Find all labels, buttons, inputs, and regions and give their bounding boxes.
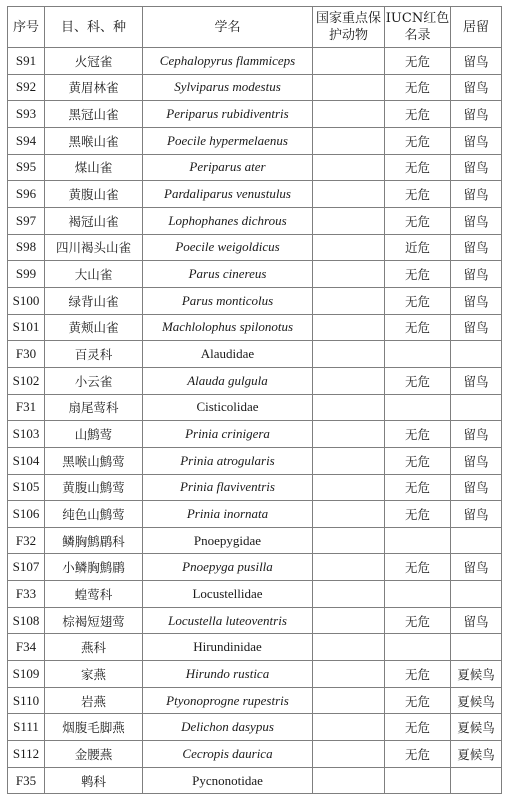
cell-scientific-name: Locustellidae	[143, 581, 313, 608]
header-code: 序号	[8, 7, 45, 48]
cell-protection	[313, 767, 385, 794]
cell-iucn: 无危	[385, 207, 451, 234]
cell-code: S96	[8, 181, 45, 208]
cell-iucn: 无危	[385, 48, 451, 75]
cell-code: S100	[8, 287, 45, 314]
cell-residency	[451, 634, 502, 661]
header-scientific-name: 学名	[143, 7, 313, 48]
cell-iucn: 无危	[385, 607, 451, 634]
cell-chinese-name: 黄颊山雀	[45, 314, 143, 341]
cell-chinese-name: 家燕	[45, 661, 143, 688]
cell-code: F35	[8, 767, 45, 794]
cell-scientific-name: Locustella luteoventris	[143, 607, 313, 634]
cell-code: F31	[8, 394, 45, 421]
cell-protection	[313, 207, 385, 234]
cell-chinese-name: 百灵科	[45, 341, 143, 368]
cell-protection	[313, 447, 385, 474]
table-row	[8, 687, 502, 714]
cell-protection	[313, 154, 385, 181]
cell-iucn: 无危	[385, 261, 451, 288]
cell-protection	[313, 394, 385, 421]
cell-protection	[313, 181, 385, 208]
table-row	[8, 261, 502, 288]
cell-scientific-name: Pycnonotidae	[143, 767, 313, 794]
cell-iucn: 无危	[385, 687, 451, 714]
cell-iucn: 无危	[385, 741, 451, 768]
cell-iucn: 无危	[385, 287, 451, 314]
cell-protection	[313, 581, 385, 608]
table-row	[8, 741, 502, 768]
cell-code: S103	[8, 421, 45, 448]
cell-residency: 夏候鸟	[451, 687, 502, 714]
cell-code: S92	[8, 74, 45, 101]
cell-protection	[313, 554, 385, 581]
cell-code: S93	[8, 101, 45, 128]
cell-iucn	[385, 394, 451, 421]
cell-protection	[313, 101, 385, 128]
cell-scientific-name: Periparus ater	[143, 154, 313, 181]
table-row	[8, 207, 502, 234]
cell-protection	[313, 474, 385, 501]
cell-chinese-name: 棕褐短翅莺	[45, 607, 143, 634]
cell-protection	[313, 714, 385, 741]
cell-code: S98	[8, 234, 45, 261]
cell-code: S106	[8, 501, 45, 528]
cell-chinese-name: 黑喉山鹪莺	[45, 447, 143, 474]
cell-scientific-name: Periparus rubidiventris	[143, 101, 313, 128]
cell-code: S102	[8, 367, 45, 394]
cell-residency: 留鸟	[451, 501, 502, 528]
cell-residency: 留鸟	[451, 74, 502, 101]
family-row	[8, 634, 502, 661]
cell-protection	[313, 48, 385, 75]
table-row	[8, 314, 502, 341]
table-row	[8, 447, 502, 474]
table-row	[8, 234, 502, 261]
cell-iucn	[385, 767, 451, 794]
cell-code: S107	[8, 554, 45, 581]
cell-iucn: 无危	[385, 501, 451, 528]
cell-chinese-name: 烟腹毛脚燕	[45, 714, 143, 741]
cell-scientific-name: Prinia crinigera	[143, 421, 313, 448]
cell-residency	[451, 767, 502, 794]
table-row	[8, 421, 502, 448]
cell-scientific-name: Hirundo rustica	[143, 661, 313, 688]
cell-protection	[313, 314, 385, 341]
cell-code: S112	[8, 741, 45, 768]
cell-residency: 留鸟	[451, 287, 502, 314]
cell-scientific-name: Poecile hypermelaenus	[143, 127, 313, 154]
cell-chinese-name: 绿背山雀	[45, 287, 143, 314]
cell-protection	[313, 421, 385, 448]
cell-protection	[313, 367, 385, 394]
cell-chinese-name: 鳞胸鹪鹛科	[45, 527, 143, 554]
cell-iucn: 无危	[385, 181, 451, 208]
cell-scientific-name: Hirundinidae	[143, 634, 313, 661]
cell-chinese-name: 煤山雀	[45, 154, 143, 181]
cell-residency: 留鸟	[451, 554, 502, 581]
cell-protection	[313, 741, 385, 768]
cell-scientific-name: Pnoepyga pusilla	[143, 554, 313, 581]
cell-iucn: 无危	[385, 554, 451, 581]
cell-chinese-name: 小云雀	[45, 367, 143, 394]
cell-scientific-name: Sylviparus modestus	[143, 74, 313, 101]
cell-code: F30	[8, 341, 45, 368]
table-row	[8, 367, 502, 394]
cell-code: F32	[8, 527, 45, 554]
cell-chinese-name: 黄腹山雀	[45, 181, 143, 208]
cell-protection	[313, 287, 385, 314]
table-row	[8, 714, 502, 741]
cell-scientific-name: Cephalopyrus flammiceps	[143, 48, 313, 75]
table-row	[8, 287, 502, 314]
cell-residency: 留鸟	[451, 474, 502, 501]
cell-chinese-name: 黑冠山雀	[45, 101, 143, 128]
cell-iucn	[385, 581, 451, 608]
cell-residency: 留鸟	[451, 207, 502, 234]
cell-scientific-name: Poecile weigoldicus	[143, 234, 313, 261]
cell-residency: 夏候鸟	[451, 661, 502, 688]
cell-scientific-name: Delichon dasypus	[143, 714, 313, 741]
cell-chinese-name: 纯色山鹪莺	[45, 501, 143, 528]
cell-residency: 留鸟	[451, 314, 502, 341]
cell-residency: 留鸟	[451, 154, 502, 181]
cell-code: S94	[8, 127, 45, 154]
cell-code: S95	[8, 154, 45, 181]
table-row	[8, 661, 502, 688]
cell-residency	[451, 394, 502, 421]
cell-iucn: 无危	[385, 661, 451, 688]
cell-scientific-name: Prinia flaviventris	[143, 474, 313, 501]
header-protection: 国家重点保护动物	[313, 7, 385, 48]
cell-chinese-name: 大山雀	[45, 261, 143, 288]
header-chinese-name: 目、科、种	[45, 7, 143, 48]
cell-residency: 留鸟	[451, 48, 502, 75]
cell-code: S108	[8, 607, 45, 634]
cell-residency: 留鸟	[451, 101, 502, 128]
cell-iucn: 无危	[385, 74, 451, 101]
cell-chinese-name: 扇尾莺科	[45, 394, 143, 421]
cell-scientific-name: Cisticolidae	[143, 394, 313, 421]
table-row	[8, 607, 502, 634]
cell-chinese-name: 蝗莺科	[45, 581, 143, 608]
cell-residency: 留鸟	[451, 181, 502, 208]
cell-protection	[313, 74, 385, 101]
cell-code: S109	[8, 661, 45, 688]
cell-residency	[451, 527, 502, 554]
table-row	[8, 554, 502, 581]
cell-protection	[313, 661, 385, 688]
cell-protection	[313, 687, 385, 714]
cell-iucn: 无危	[385, 101, 451, 128]
cell-protection	[313, 234, 385, 261]
cell-scientific-name: Cecropis daurica	[143, 741, 313, 768]
cell-code: S105	[8, 474, 45, 501]
family-row	[8, 581, 502, 608]
cell-protection	[313, 527, 385, 554]
table-body	[8, 48, 502, 794]
cell-chinese-name: 黄眉林雀	[45, 74, 143, 101]
family-row	[8, 341, 502, 368]
cell-chinese-name: 金腰燕	[45, 741, 143, 768]
table-row	[8, 501, 502, 528]
table-row	[8, 154, 502, 181]
cell-scientific-name: Lophophanes dichrous	[143, 207, 313, 234]
cell-iucn	[385, 634, 451, 661]
cell-scientific-name: Parus monticolus	[143, 287, 313, 314]
cell-iucn: 无危	[385, 421, 451, 448]
cell-code: S99	[8, 261, 45, 288]
cell-residency	[451, 581, 502, 608]
cell-iucn: 无危	[385, 127, 451, 154]
cell-residency: 留鸟	[451, 447, 502, 474]
cell-iucn: 无危	[385, 474, 451, 501]
cell-iucn	[385, 341, 451, 368]
cell-iucn: 无危	[385, 447, 451, 474]
cell-scientific-name: Ptyonoprogne rupestris	[143, 687, 313, 714]
cell-chinese-name: 火冠雀	[45, 48, 143, 75]
cell-iucn: 近危	[385, 234, 451, 261]
cell-iucn: 无危	[385, 714, 451, 741]
family-row	[8, 767, 502, 794]
cell-residency: 夏候鸟	[451, 714, 502, 741]
family-row	[8, 527, 502, 554]
table-row	[8, 48, 502, 75]
cell-chinese-name: 四川褐头山雀	[45, 234, 143, 261]
cell-code: S91	[8, 48, 45, 75]
cell-code: F33	[8, 581, 45, 608]
cell-chinese-name: 鹎科	[45, 767, 143, 794]
cell-code: S101	[8, 314, 45, 341]
family-row	[8, 394, 502, 421]
table-row	[8, 101, 502, 128]
cell-code: F34	[8, 634, 45, 661]
cell-scientific-name: Prinia inornata	[143, 501, 313, 528]
cell-code: S104	[8, 447, 45, 474]
cell-protection	[313, 607, 385, 634]
cell-chinese-name: 小鳞胸鹪鹛	[45, 554, 143, 581]
cell-chinese-name: 燕科	[45, 634, 143, 661]
cell-chinese-name: 山鹪莺	[45, 421, 143, 448]
cell-residency: 留鸟	[451, 367, 502, 394]
cell-scientific-name: Machlolophus spilonotus	[143, 314, 313, 341]
cell-protection	[313, 127, 385, 154]
cell-code: S110	[8, 687, 45, 714]
header-residency: 居留	[451, 7, 502, 48]
cell-protection	[313, 341, 385, 368]
cell-iucn	[385, 527, 451, 554]
cell-chinese-name: 岩燕	[45, 687, 143, 714]
cell-residency	[451, 341, 502, 368]
cell-protection	[313, 634, 385, 661]
header-iucn: IUCN红色名录	[385, 7, 451, 48]
cell-residency: 留鸟	[451, 607, 502, 634]
cell-code: S97	[8, 207, 45, 234]
cell-scientific-name: Pnoepygidae	[143, 527, 313, 554]
table-row	[8, 127, 502, 154]
cell-iucn: 无危	[385, 154, 451, 181]
cell-scientific-name: Alauda gulgula	[143, 367, 313, 394]
cell-residency: 留鸟	[451, 261, 502, 288]
cell-protection	[313, 261, 385, 288]
cell-scientific-name: Prinia atrogularis	[143, 447, 313, 474]
table-row	[8, 474, 502, 501]
cell-residency: 留鸟	[451, 234, 502, 261]
table-row	[8, 74, 502, 101]
cell-scientific-name: Alaudidae	[143, 341, 313, 368]
species-table	[7, 6, 502, 794]
cell-iucn: 无危	[385, 367, 451, 394]
cell-residency: 留鸟	[451, 421, 502, 448]
header-row	[8, 7, 502, 48]
cell-iucn: 无危	[385, 314, 451, 341]
cell-protection	[313, 501, 385, 528]
cell-scientific-name: Parus cinereus	[143, 261, 313, 288]
cell-residency: 留鸟	[451, 127, 502, 154]
cell-chinese-name: 黑喉山雀	[45, 127, 143, 154]
cell-code: S111	[8, 714, 45, 741]
cell-scientific-name: Pardaliparus venustulus	[143, 181, 313, 208]
table-row	[8, 181, 502, 208]
cell-chinese-name: 黄腹山鹪莺	[45, 474, 143, 501]
cell-chinese-name: 褐冠山雀	[45, 207, 143, 234]
cell-residency: 夏候鸟	[451, 741, 502, 768]
